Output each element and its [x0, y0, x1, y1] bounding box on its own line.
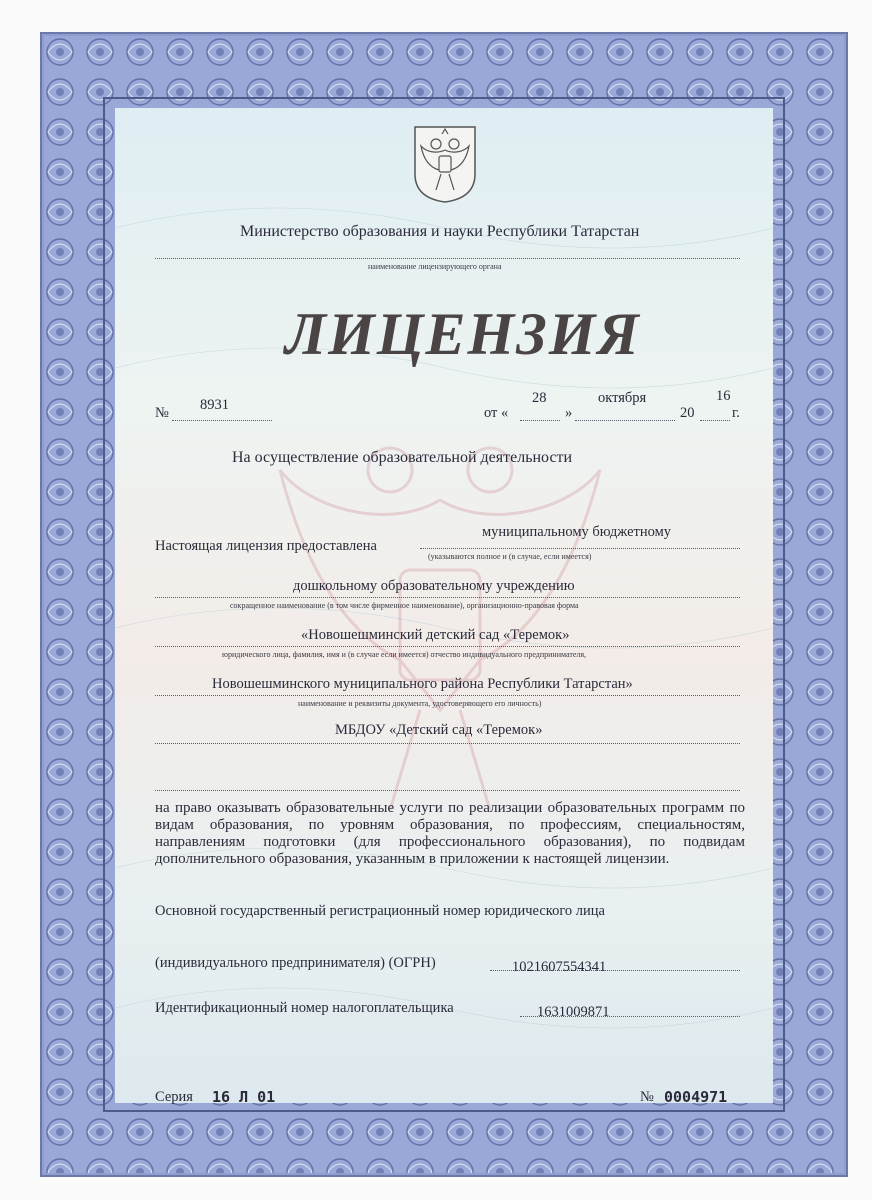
recipient-line-2: дошкольному образовательному учреждению — [293, 578, 575, 594]
recipient-caption-2: сокращенное наименование (в том числе фирменное наименование), организационно-правовая форма — [230, 601, 579, 610]
activity-type: На осуществление образовательной деятельности — [232, 449, 573, 466]
ogrn-label-2: (индивидуального предпринимателя) (ОГРН) — [155, 955, 436, 971]
licensing-body-line — [155, 258, 740, 259]
recipient-line-1-rule — [420, 548, 740, 549]
ogrn-label-1: Основной государственный регистрационный номер юридического лица — [155, 903, 605, 919]
recipient-caption-1: (указываются полное и (в случае, если имеется) — [428, 552, 592, 561]
recipient-line-5-rule — [155, 743, 740, 744]
series-label: Серия — [155, 1089, 193, 1105]
document-title: ЛИЦЕНЗИЯ — [285, 301, 641, 367]
recipient-line-3-rule — [155, 646, 740, 647]
licensing-body: Министерство образования и науки Республики Татарстан — [240, 223, 640, 240]
date-close-quote: » — [565, 405, 573, 421]
license-number: 8931 — [200, 397, 229, 413]
blank-line-rule — [155, 790, 740, 791]
recipient-line-4: Новошешминского муниципального района Республики Татарстан» — [212, 676, 633, 692]
licensing-body-caption: наименование лицензирующего органа — [368, 262, 502, 271]
russian-coat-of-arms-icon — [412, 124, 478, 204]
inn-value: 1631009871 — [537, 1004, 610, 1020]
recipient-line-2-rule — [155, 597, 740, 598]
date-from-label: от « — [484, 405, 509, 421]
recipient-line-3: «Новошешминский детский сад «Теремок» — [301, 627, 570, 643]
day-line — [520, 420, 560, 421]
inn-label: Идентификационный номер налогоплательщика — [155, 1000, 454, 1016]
year-prefix: 20 — [680, 405, 695, 421]
number-label: № — [155, 405, 169, 421]
date-day: 28 — [532, 390, 547, 406]
form-number-value: 0004971 — [664, 1088, 728, 1106]
recipient-caption-3: юридического лица, фамилия, имя и (в случае если имеется) отчество индивидуального предпринимателя, — [222, 650, 587, 659]
recipient-line-5: МБДОУ «Детский сад «Теремок» — [335, 722, 543, 738]
date-month: октября — [598, 390, 647, 406]
granted-label: Настоящая лицензия предоставлена — [155, 538, 377, 554]
recipient-line-4-rule — [155, 695, 740, 696]
year-line — [700, 420, 730, 421]
ogrn-value: 1021607554341 — [512, 959, 607, 975]
series-value: 16 Л 01 — [212, 1088, 276, 1106]
recipient-line-1: муниципальному бюджетному — [482, 524, 672, 540]
rights-text: на право оказывать образовательные услуги по реализации образовательных программ по видам образования, по уровням образования, по профессиям, специальностям, направлениям подготовки (для профессионального образования), по подвидам дополнительного образования, указанным в приложении к настоящей лицензии. — [155, 800, 745, 867]
date-year: 16 — [716, 388, 731, 404]
month-line — [575, 420, 675, 421]
form-number-label: № — [640, 1089, 654, 1105]
year-suffix: г. — [732, 405, 740, 421]
background-eagle-icon — [270, 410, 610, 830]
number-line — [172, 420, 272, 421]
recipient-caption-4: наименование и реквизиты документа, удостоверяющего его личность) — [298, 699, 542, 708]
